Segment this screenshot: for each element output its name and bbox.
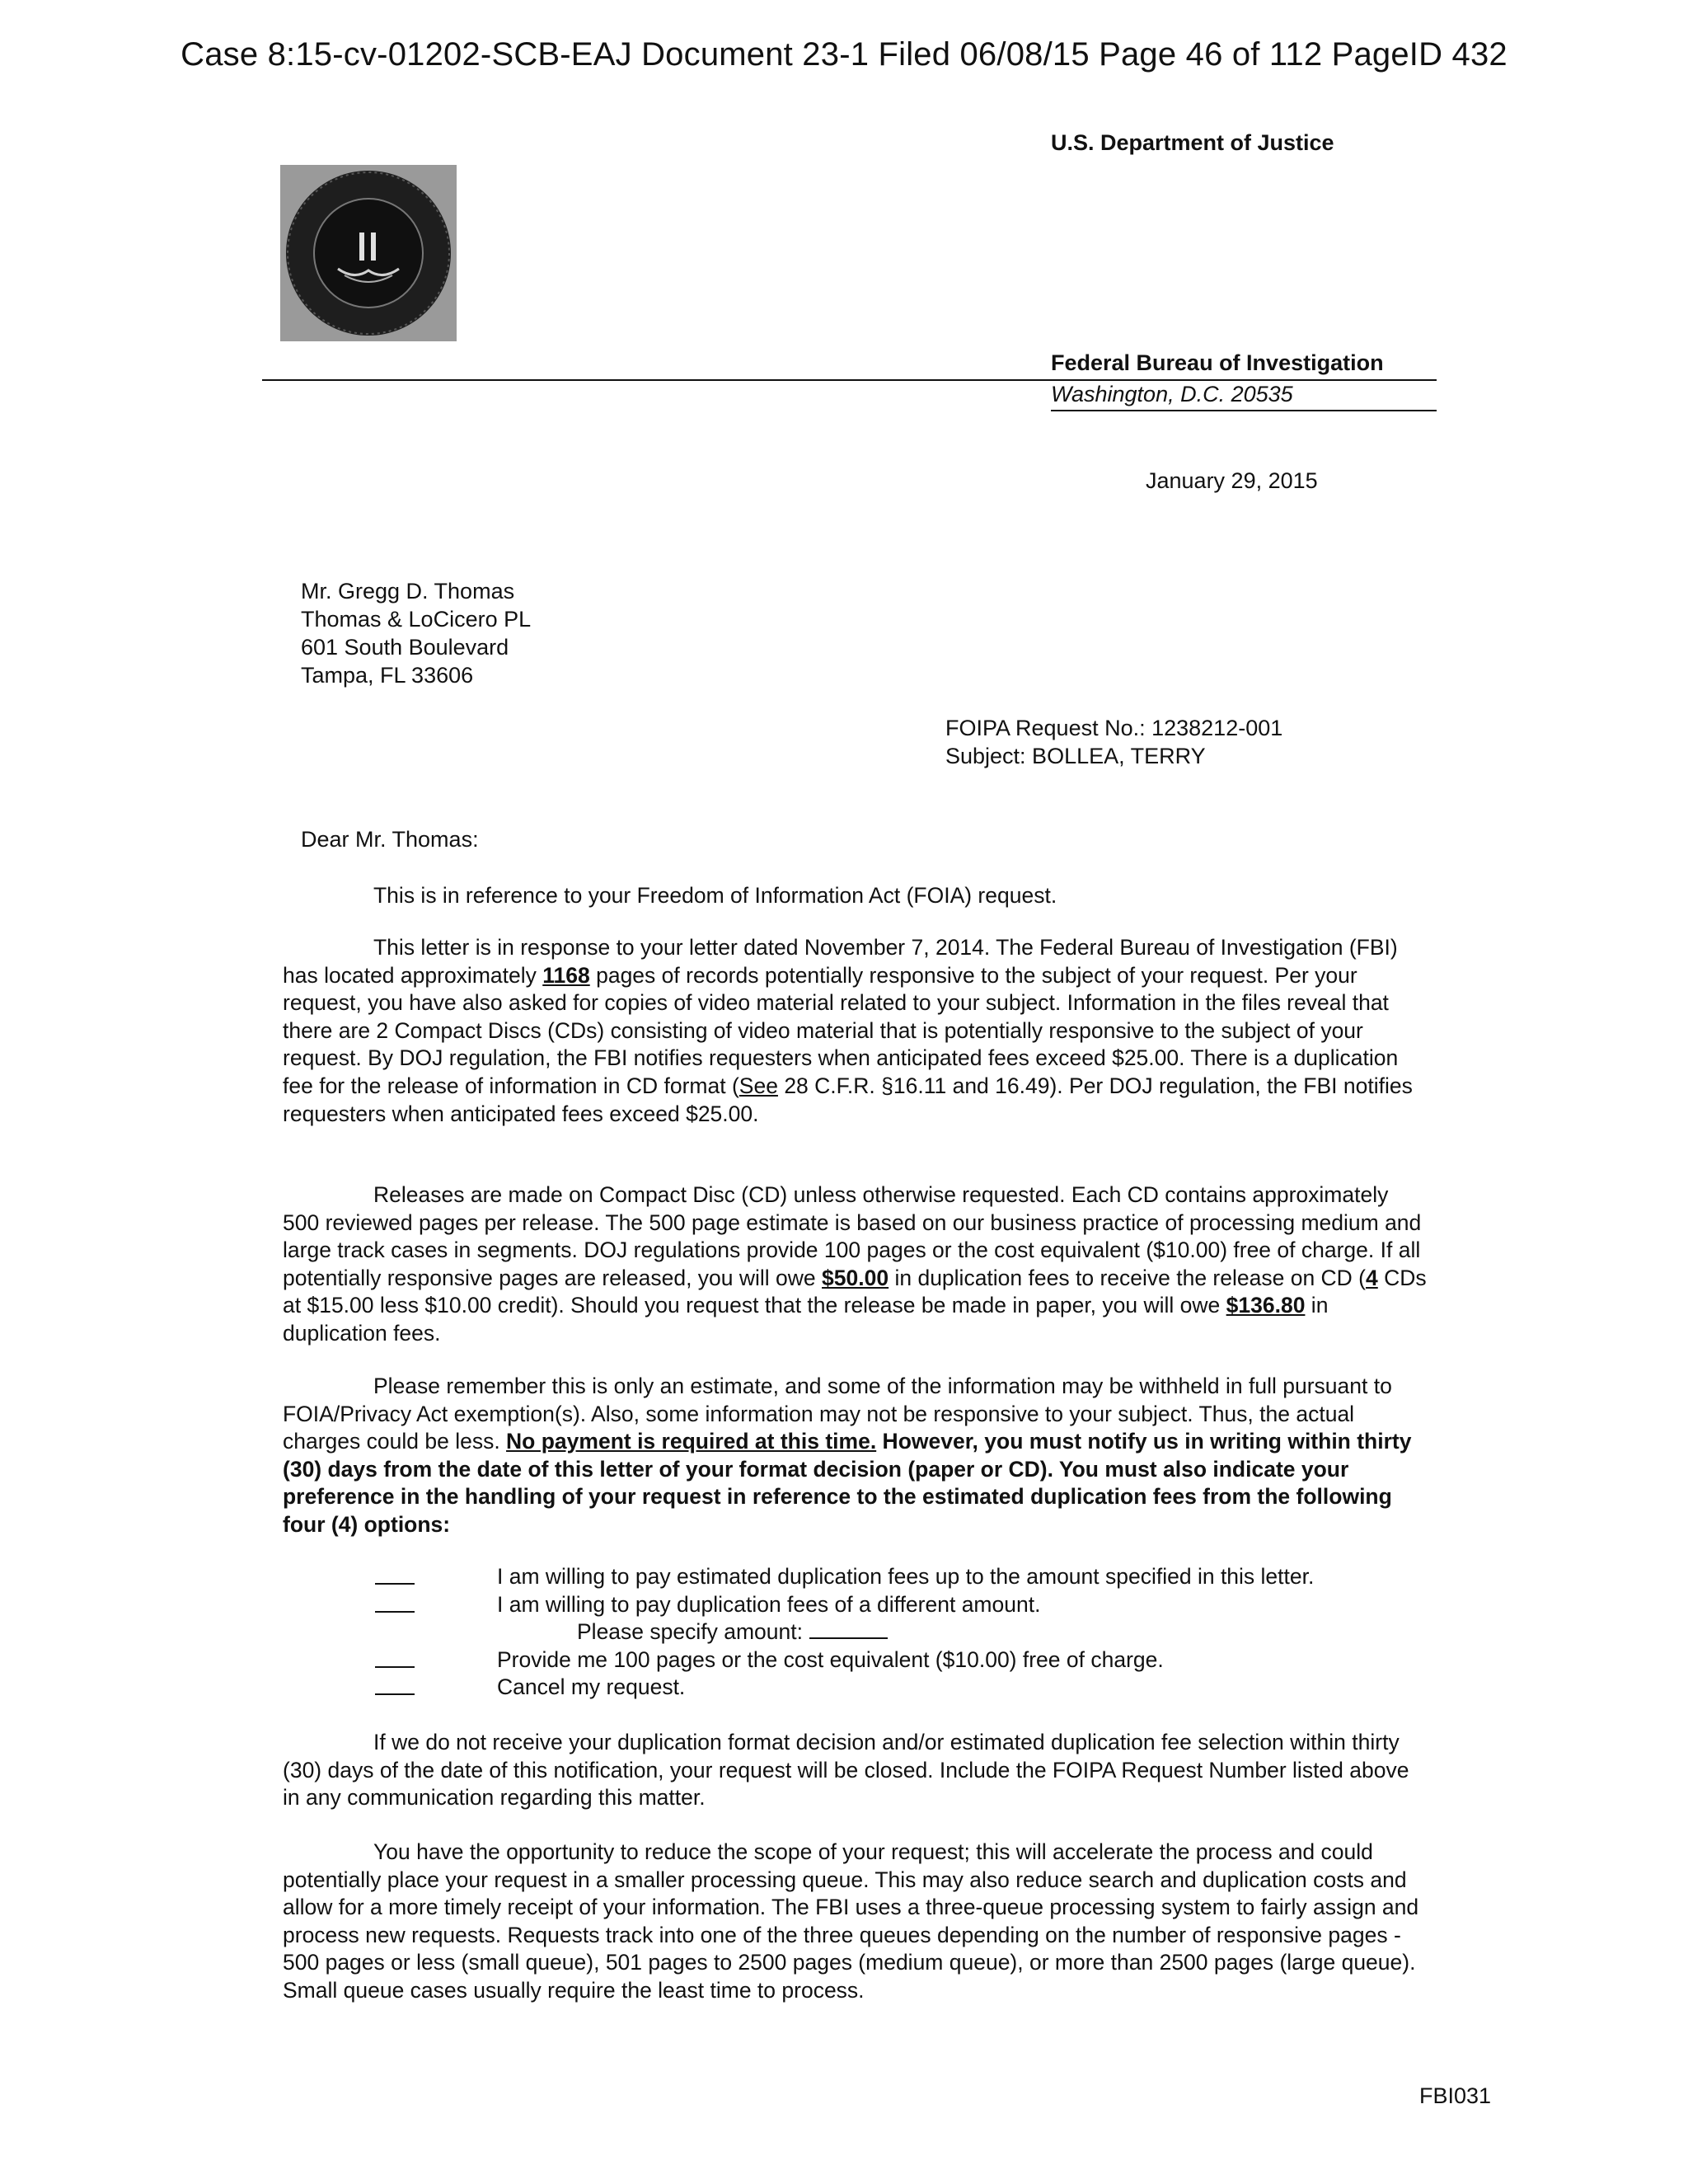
option-pay-estimated[interactable]: I am willing to pay estimated duplication fees up to the amount specified in this letter. <box>375 1563 1314 1591</box>
page-count: 1168 <box>542 962 590 988</box>
paragraph-6: You have the opportunity to reduce the scope of your request; this will accelerate the process and could potentially place your request in a smaller processing queue. This may also reduce search and duplication costs and allow for a more timely receipt of your information. The FBI uses a three-queue processing system to fairly assign and process new requests. Requests track into one of the three queues depending on the number of responsive pages - 500 pages or less (small queue), 501 pages to 2500 pages (medium queue), or more than 2500 pages (large queue). Small queue cases usually require the least time to process. <box>283 1839 1419 2003</box>
paper-fee: $136.80 <box>1226 1293 1306 1318</box>
request-subject: Subject: BOLLEA, TERRY <box>945 744 1206 768</box>
letterhead-divider <box>262 379 1437 381</box>
cd-count: 4 <box>1366 1265 1378 1290</box>
case-header: Case 8:15-cv-01202-SCB-EAJ Document 23-1 Filed 06/08/15 Page 46 of 112 PageID 432 <box>181 36 1507 73</box>
letter-date: January 29, 2015 <box>1146 468 1318 493</box>
option-checkbox-blank[interactable] <box>375 1563 415 1585</box>
fee-options <box>375 1563 1314 1702</box>
bureau-address: Washington, D.C. 20535 <box>1051 382 1293 406</box>
option-checkbox-blank[interactable] <box>375 1646 415 1668</box>
option-pay-different[interactable]: I am willing to pay duplication fees of a different amount. <box>375 1591 1314 1619</box>
option-specify-amount: Please specify amount: <box>375 1618 1314 1646</box>
paragraph-5: If we do not receive your duplication format decision and/or estimated duplication fee selection within thirty (30) days of the date of this notification, your request will be closed. Include the FOIPA Request Number listed above in any communication regarding this matter. <box>283 1730 1409 1811</box>
paragraph-3: Releases are made on Compact Disc (CD) unless otherwise requested. Each CD contains approximately 500 reviewed pages per release. The 500 page estimate is based on our business practice of processing medium and large track cases in segments. DOJ regulations provide 100 pages or the cost equivalent ($10.00) free of charge. If all potentially responsive pages are released, you will owe $50.00 in duplication fees to receive the release on CD (4 CDs at $15.00 less $10.00 credit). Should you request that the release be made in paper, you will owe $136.80 in duplication fees. <box>283 1182 1427 1346</box>
paragraph-1: This is in reference to your Freedom of Information Act (FOIA) request. <box>373 883 1057 908</box>
salutation: Dear Mr. Thomas: <box>301 827 479 852</box>
cd-fee: $50.00 <box>822 1265 889 1290</box>
bates-number: FBI031 <box>1419 2083 1492 2108</box>
department-name: U.S. Department of Justice <box>1051 130 1334 155</box>
option-cancel[interactable]: Cancel my request. <box>375 1674 1314 1702</box>
paragraph-2: This letter is in response to your letter dated November 7, 2014. The Federal Bureau of Investigation (FBI) has located approximately 1168 pages of records potentially responsive to the subject of your request. Per your request, you have also asked for copies of video material related to your subject. Information in the files reveal that there are 2 Compact Discs (CDs) consisting of video material that is potentially responsive to the subject of your request. By DOJ regulation, the FBI notifies requesters when anticipated fees exceed $25.00. There is a duplication fee for the release of information in CD format (See 28 C.F.R. §16.11 and 16.49). Per DOJ regulation, the FBI notifies requesters when anticipated fees exceed $25.00. <box>283 935 1413 1126</box>
recipient-street: 601 South Boulevard <box>301 635 509 660</box>
amount-blank[interactable] <box>809 1619 888 1639</box>
option-checkbox-blank[interactable] <box>375 1674 415 1695</box>
bureau-name: Federal Bureau of Investigation <box>1051 350 1384 375</box>
recipient-city: Tampa, FL 33606 <box>301 663 474 688</box>
recipient-firm: Thomas & LoCicero PL <box>301 607 532 632</box>
see-citation: See <box>738 1073 778 1098</box>
no-payment-notice: No payment is required at this time. <box>506 1429 877 1454</box>
recipient-name: Mr. Gregg D. Thomas <box>301 579 515 604</box>
address-underline <box>1051 410 1437 411</box>
paragraph-4: Please remember this is only an estimate, and some of the information may be withheld in full pursuant to FOIA/Privacy Act exemption(s). Also, some information may not be responsive to your subject. Thus, the actual charges could be less. No payment is required at this time. However, you must notify us in writing within thirty (30) days from the date of this letter of your format decision (paper or CD). You must also indicate your preference in the handling of your request in reference to the estimated duplication fees from the following four (4) options: <box>283 1374 1412 1537</box>
request-reference <box>945 714 1282 770</box>
recipient-block <box>301 577 531 689</box>
request-number: FOIPA Request No.: 1238212-001 <box>945 716 1283 740</box>
option-checkbox-blank[interactable] <box>375 1591 415 1613</box>
option-free-pages[interactable]: Provide me 100 pages or the cost equivalent ($10.00) free of charge. <box>375 1646 1314 1674</box>
fbi-seal-icon <box>280 165 457 341</box>
